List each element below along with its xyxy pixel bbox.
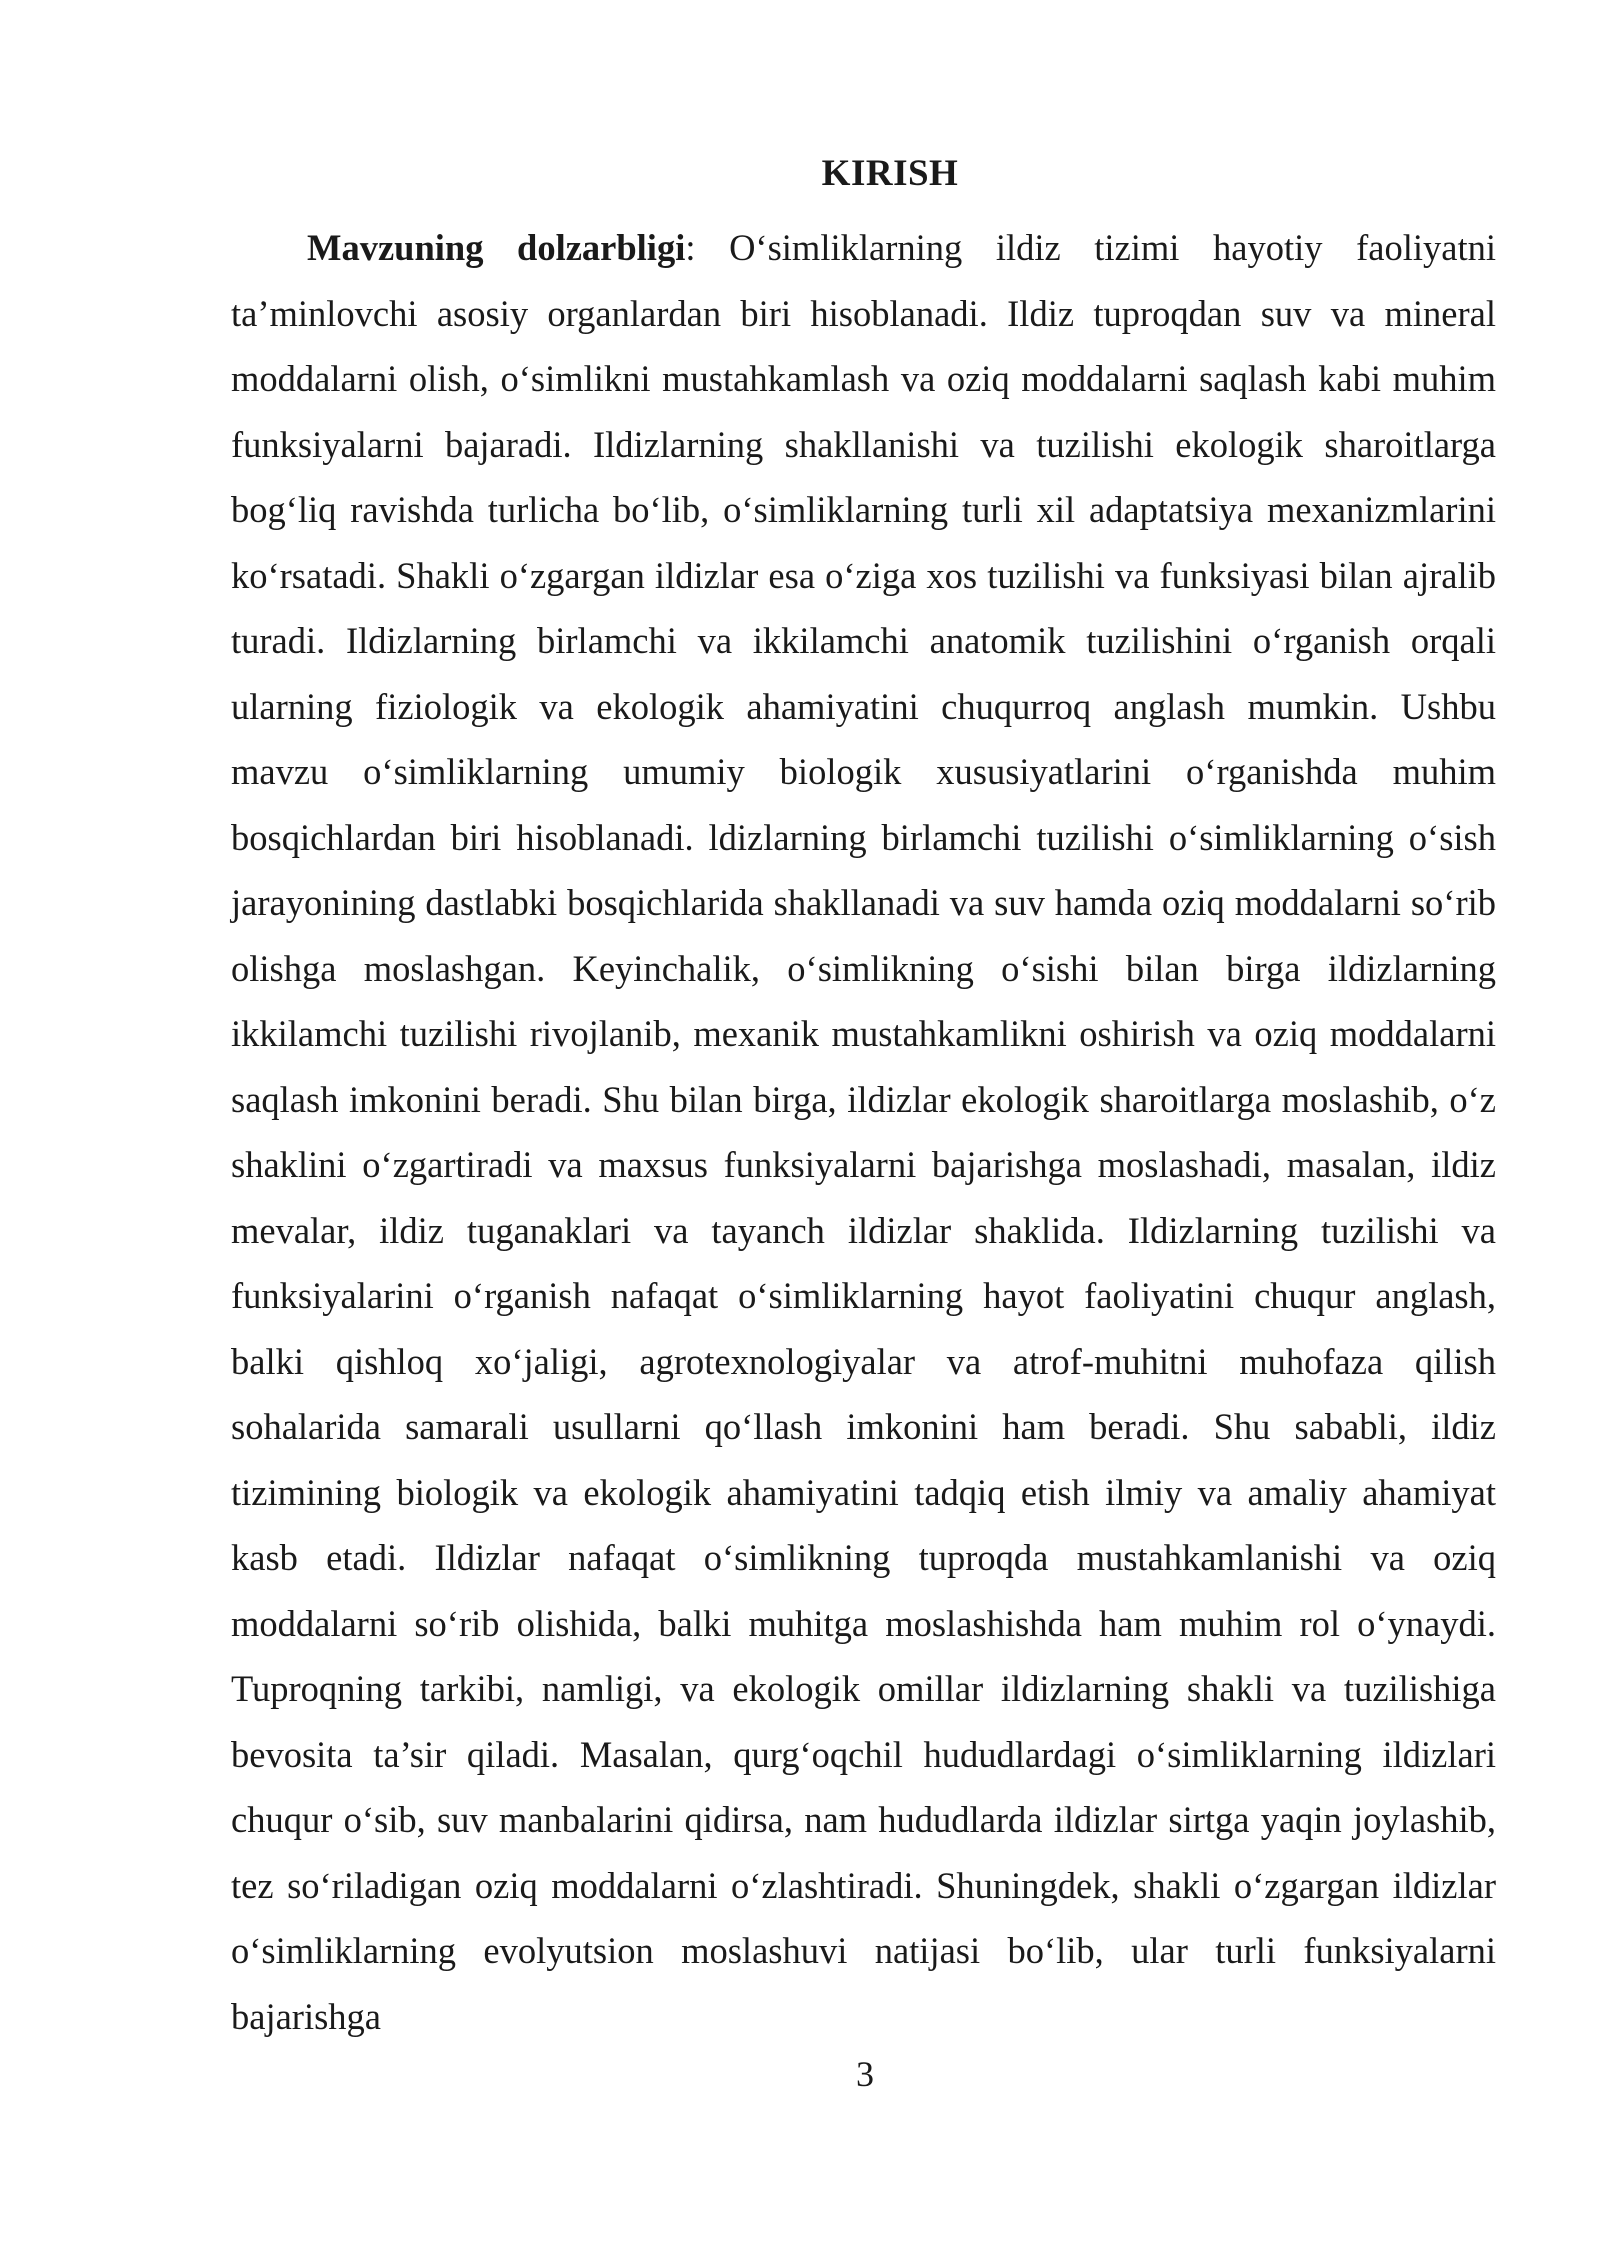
- lead-colon: :: [685, 227, 730, 268]
- lead-label: Mavzuning dolzarbligi: [307, 227, 686, 268]
- page-number: 3: [856, 2054, 874, 2094]
- body-text: O‘simliklarning ildiz tizimi hayotiy faoliyatni ta’minlovchi asosiy organlardan biri hisoblanadi. Ildiz tuproqdan suv va mineral moddalarni olish, o‘simlikni mustahkamlash va oziq moddalarni saqlash kabi muhim funksiyalarni bajaradi. Ildizlarning shakllanishi va tuzilishi ekologik sharoitlarga bog‘liq ravishda turlicha bo‘lib, o‘simliklarning turli xil adaptatsiya mexanizmlarini ko‘rsatadi. Shakli o‘zgargan ildizlar esa o‘ziga xos tuzilishi va funksiyasi bilan ajralib turadi. Ildizlarning birlamchi va ikkilamchi anatomik tuzilishini o‘rganish orqali ularning fiziologik va ekologik ahamiyatini chuqurroq anglash mumkin. Ushbu mavzu o‘simliklarning umumiy biologik xususiyatlarini o‘rganishda muhim bosqichlardan biri hisoblanadi. ldizlarning birlamchi tuzilishi o‘simliklarning o‘sish jarayonining dastlabki bosqichlarida shakllanadi va suv hamda oziq moddalarni so‘rib olishga moslashgan. Keyinchalik, o‘simlikning o‘sishi bilan birga ildizlarning ikkilamchi tuzilishi rivojlanib, mexanik mustahkamlikni oshirish va oziq moddalarni saqlash imkonini beradi. Shu bilan birga, ildizlar ekologik sharoitlarga moslashib, o‘z shaklini o‘zgartiradi va maxsus funksiyalarni bajarishga moslashadi, masalan, ildiz mevalar, ildiz tuganaklari va tayanch ildizlar shaklida. Ildizlarning tuzilishi va funksiyalarini o‘rganish nafaqat o‘simliklarning hayot faoliyatini chuqur anglash, balki qishloq xo‘jaligi, agrotexnologiyalar va atrof-muhitni muhofaza qilish sohalarida samarali usullarni qo‘llash imkonini ham beradi. Shu sababli, ildiz tizimining biologik va ekologik ahamiyatini tadqiq etish ilmiy va amaliy ahamiyat kasb etadi. Ildizlar nafaqat o‘simlikning tuproqda mustahkamlanishi va oziq moddalarni so‘rib olishida, balki muhitga moslashishda ham muhim rol o‘ynaydi. Tuproqning tarkibi, namligi, va ekologik omillar ildizlarning shakli va tuzilishiga bevosita ta’sir qiladi. Masalan, qurg‘oqchil hududlardagi o‘simliklarning ildizlari chuqur o‘sib, suv manbalarini qidirsa, nam hududlarda ildizlar sirtga yaqin joylashib, tez so‘riladigan oziq moddalarni o‘zlashtiradi. Shuningdek, shakli o‘zgargan ildizlar o‘simliklarning evolyutsion moslashuvi natijasi bo‘lib, ular turli funksiyalarni bajarishga: [231, 227, 1496, 2037]
- body-paragraph: [231, 215, 1496, 2049]
- page-title: KIRISH: [821, 153, 959, 194]
